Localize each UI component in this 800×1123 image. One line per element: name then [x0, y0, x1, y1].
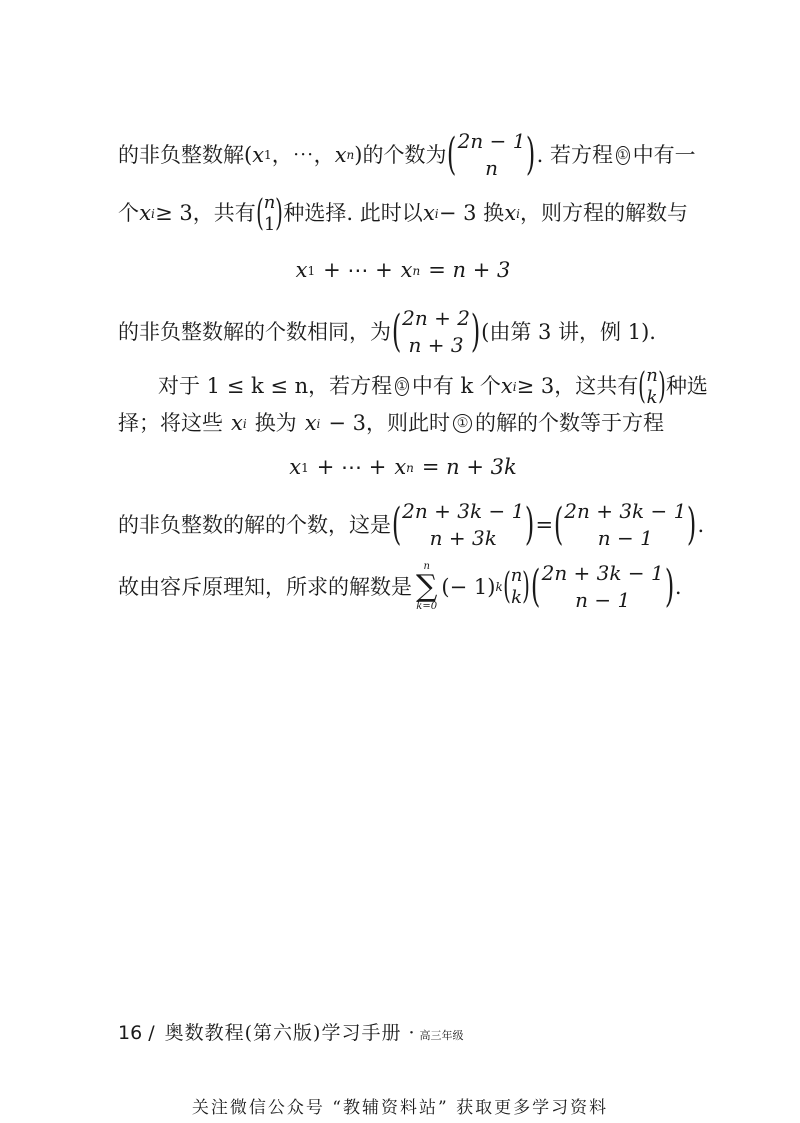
binomial [402, 305, 470, 359]
var-x: x [139, 201, 152, 226]
var-x: x [500, 374, 513, 399]
summation [416, 562, 437, 612]
binom-right-paren: ) [664, 561, 675, 612]
binom-right-paren: ) [525, 499, 535, 550]
subscript: 1 [307, 263, 316, 278]
binom-right-paren: ) [658, 365, 666, 407]
tuple-close: ) [354, 142, 363, 167]
text-line-1 [118, 128, 696, 182]
binomial [402, 498, 524, 552]
grade-label: 高三年级 [419, 1029, 464, 1042]
text-run: − 3，则此时 [328, 411, 451, 435]
text-run: (由第 3 讲，例 1). [481, 319, 656, 344]
binom-left-paren: ( [447, 129, 457, 180]
binom-bottom: 1 [263, 213, 276, 235]
binom-right-paren: ) [275, 192, 284, 234]
text-run: 种选 [665, 374, 708, 399]
binom-bottom: n + 3 [408, 333, 464, 357]
tuple-open: ( [244, 142, 253, 167]
var-x: x [252, 142, 265, 167]
var-x: x [295, 258, 308, 282]
text-run: . [697, 512, 705, 537]
exponent: k [495, 580, 503, 594]
binom-top: 2n + 3k − 1 [402, 499, 525, 523]
binom-bottom: n − 1 [575, 588, 631, 612]
text-run: 的解的个数等于方程 [475, 411, 665, 435]
text-run: 中有 k 个 [411, 374, 501, 399]
subscript: i [434, 206, 439, 221]
var-x: x [289, 455, 302, 479]
sigma-symbol: ∑ [416, 569, 438, 604]
binom-top: n [263, 192, 276, 213]
equation-rhs: = n + 3 [428, 258, 511, 282]
binom-left-paren: ( [391, 499, 402, 550]
binom-top: n [646, 365, 658, 386]
binom-left-paren: ( [638, 365, 647, 407]
text-run: 的非负整数解的个数相同，为 [118, 319, 391, 344]
text-line-6 [118, 498, 705, 552]
binomial [511, 565, 523, 608]
subscript: i [151, 206, 155, 221]
subscript: i [512, 379, 517, 394]
text-run: 种选择. 此时以 [283, 201, 423, 226]
binom-left-paren: ( [502, 566, 511, 607]
equation-ref-marker: ① [616, 147, 629, 163]
text-run: 换为 [254, 411, 297, 435]
text-run: (− 1) [441, 574, 496, 599]
binom-left-paren: ( [391, 306, 402, 357]
binom-right-paren: ) [522, 566, 531, 607]
equation-rhs: = n + 3k [421, 455, 517, 479]
text-run: 故由容斥原理知，所求的解数是 [118, 574, 412, 599]
var-x: x [504, 201, 517, 226]
equation-ref-marker: ① [396, 379, 408, 395]
binom-top: n [510, 565, 523, 587]
text-run: ≥ 3，这共有 [516, 374, 639, 399]
subscript: n [406, 460, 414, 475]
binom-right-paren: ) [470, 306, 481, 357]
binomial [264, 192, 276, 235]
binom-top: 2n + 3k − 1 [541, 561, 664, 585]
text-run: + ⋯ + [316, 455, 387, 479]
var-x: x [334, 142, 347, 167]
binom-bottom: n [485, 156, 498, 180]
text-run: 个 [118, 201, 139, 226]
page-number: 16 / [118, 1022, 155, 1044]
var-x: x [422, 201, 435, 226]
binom-top: 2n − 1 [457, 129, 526, 153]
text-line-4 [158, 365, 708, 408]
equals-sign: = [535, 512, 554, 537]
text-line-5 [118, 413, 688, 434]
text-run: + ⋯ + [323, 258, 393, 282]
text-line-2 [118, 192, 688, 235]
binomial [564, 498, 686, 552]
display-equation-2 [118, 457, 688, 478]
text-run: ，⋯， [271, 142, 335, 167]
binom-left-paren: ( [255, 192, 264, 234]
subscript: n [412, 263, 421, 278]
var-x: x [304, 411, 317, 435]
sum-upper-limit: n [423, 561, 430, 572]
binom-right-paren: ) [687, 499, 697, 550]
var-x: x [400, 258, 413, 282]
promo-banner-text: 关注微信公众号 “教辅资料站” 获取更多学习资料 [191, 1098, 609, 1118]
text-run: 的非负整数的解的个数，这是 [118, 512, 391, 537]
text-run: 择；将这些 [118, 411, 223, 435]
text-run: − 3 换 [438, 201, 505, 226]
text-run: 的非负整数解 [118, 142, 244, 167]
text-run: 对于 1 ≤ k ≤ n，若方程 [158, 374, 393, 399]
text-run: ，则方程的解数与 [520, 201, 688, 226]
subscript: i [316, 416, 321, 431]
text-run: ≥ 3，共有 [155, 201, 256, 226]
binom-left-paren: ( [553, 499, 564, 550]
book-title: 奥数教程(第六版)学习手册 · [164, 1022, 416, 1044]
binomial [646, 365, 658, 408]
subscript: i [242, 416, 247, 431]
binom-right-paren: ) [526, 129, 536, 180]
subscript: 1 [301, 460, 309, 475]
var-x: x [231, 411, 243, 435]
display-equation-1 [118, 260, 688, 281]
binom-bottom: n + 3k [429, 526, 497, 550]
text-run: 的个数为 [362, 142, 447, 167]
binomial [458, 128, 526, 182]
binom-bottom: k [646, 386, 658, 408]
binom-top: 2n + 2 [402, 306, 470, 330]
subscript: i [516, 206, 520, 221]
binom-top: 2n + 3k − 1 [564, 499, 687, 523]
var-x: x [394, 455, 407, 479]
text-line-7 [118, 560, 688, 614]
page-footer [118, 1018, 464, 1045]
text-run: . 若方程 [536, 142, 613, 167]
binom-bottom: k [511, 587, 523, 608]
sum-lower-limit: k=0 [416, 601, 438, 612]
text-run: . [674, 574, 682, 599]
subscript: 1 [264, 148, 272, 162]
binom-left-paren: ( [531, 561, 541, 612]
subscript: n [346, 148, 355, 162]
text-run: 中有一 [632, 142, 696, 167]
binom-bottom: n − 1 [597, 526, 653, 550]
binomial [542, 560, 664, 614]
equation-ref-marker: ① [453, 414, 472, 433]
text-line-3 [118, 305, 688, 359]
